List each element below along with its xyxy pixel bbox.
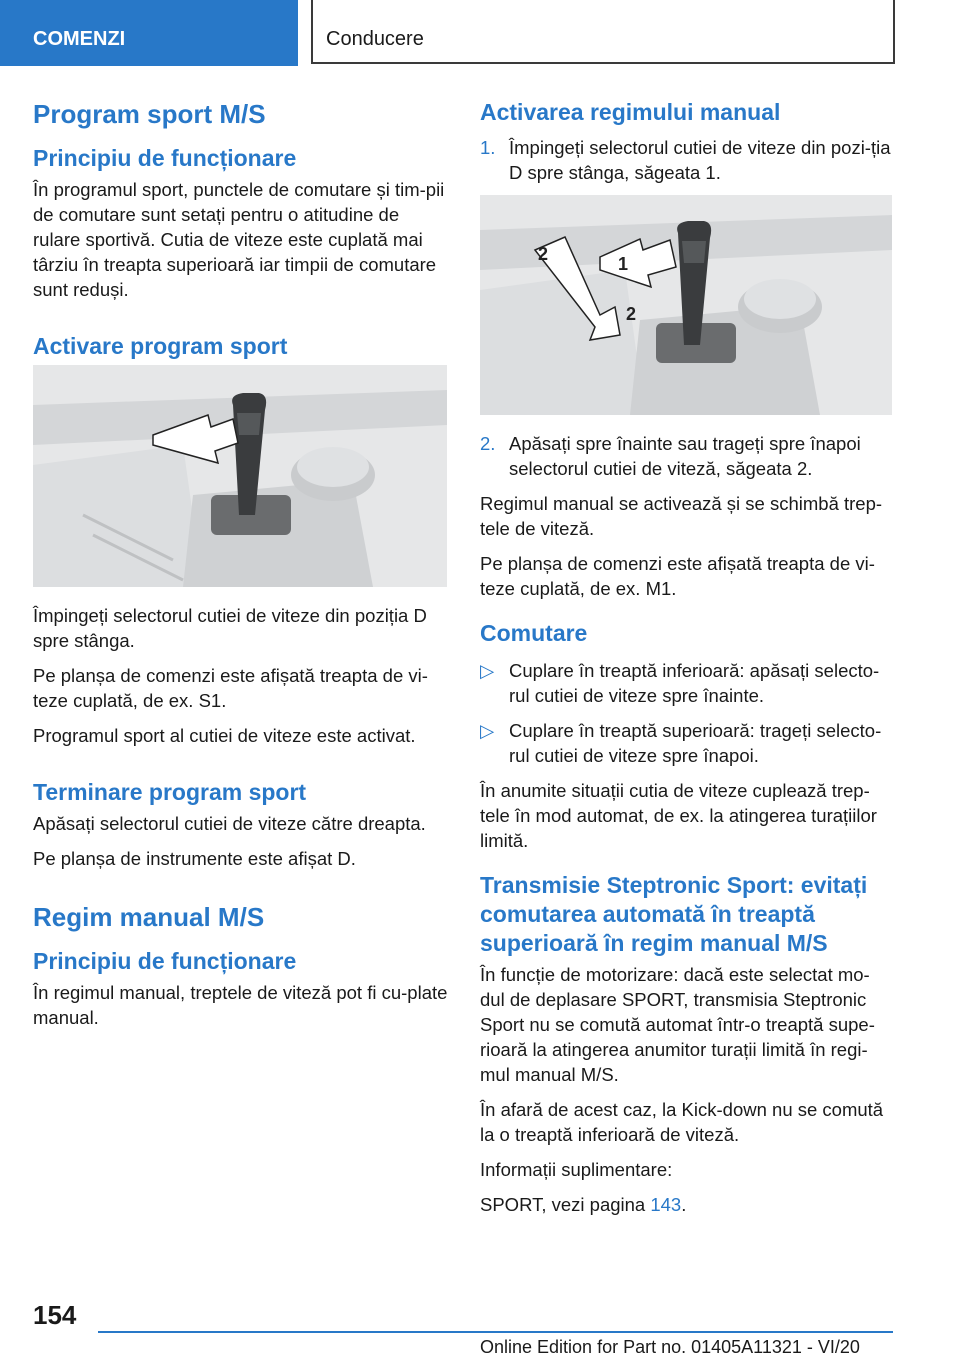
footer-edition: Online Edition for Part no. 01405A11321 - VI/20 [480, 1337, 860, 1357]
paragraph-manual-1: Regimul manual se activează și se schimbă trep-tele de viteză. [480, 493, 883, 539]
triangle-bullet-icon: ▷ [480, 720, 495, 741]
figure-gear-selector-manual [480, 195, 892, 415]
figure-gear-selector-sport [33, 365, 447, 587]
heading-terminare-program-sport: Terminare program sport [33, 779, 307, 805]
section-tab: COMENZI [0, 0, 298, 66]
heading-activare-program-sport: Activare program sport [33, 333, 288, 359]
footer-divider [98, 1331, 893, 1333]
heading-activarea-regimului-manual: Activarea regimului manual [480, 99, 781, 125]
step-item [480, 431, 892, 481]
bullet-item [480, 658, 892, 708]
paragraph-activare-1: Împingeți selectorul cutiei de viteze din poziția D spre stânga. [33, 605, 427, 651]
gear-selector-manual-illustration [480, 195, 892, 415]
paragraph-activare-3: Programul sport al cutiei de viteze este activat. [33, 725, 416, 746]
bullet-item [480, 718, 892, 768]
heading-steptronic-sport: Transmisie Steptronic Sport: evitați comutarea automată în treaptă superioară în regim manual M/S [480, 872, 868, 956]
paragraph-steptronic-2: În afară de acest caz, la Kick-down nu se comută la o treaptă inferioară de viteză. [480, 1099, 884, 1145]
paragraph-principiu: În programul sport, punctele de comutare și tim-pii de comutare sunt setați pentru o atitudine de rulare sportivă. Cutia de viteze este cuplată mai târziu în treapta superioară iar timpii de comutare sunt reduși. [33, 179, 445, 300]
step-text: Apăsați spre înainte sau trageți spre înapoi selectorul cutiei de viteză, săgeata 2. [509, 433, 861, 479]
chapter-title: Conducere [311, 0, 895, 64]
bullet-text: Cuplare în treaptă inferioară: apăsați selecto-rul cutiei de viteze spre înainte. [509, 660, 880, 706]
sport-ref-prefix: SPORT, vezi pagina [480, 1194, 651, 1215]
triangle-bullet-icon: ▷ [480, 660, 495, 681]
step-item [480, 135, 892, 185]
paragraph-comutare: În anumite situații cutia de viteze cuplează trep-tele în mod automat, de ex. la atingerea turațiilor limită. [480, 780, 877, 851]
sport-ref-suffix: . [681, 1194, 687, 1215]
heading-program-sport: Program sport M/S [33, 99, 266, 129]
paragraph-steptronic-1: În funcție de motorizare: dacă este selectat mo-dul de deplasare SPORT, transmisia Steptronic Sport nu se comută automat într-o treaptă supe-rioară la atingerea anumitor turații limită în regi-mul manual M/S. [480, 964, 875, 1085]
right-column [480, 98, 892, 1227]
page-number: 154 [33, 1300, 77, 1330]
gear-selector-illustration [33, 365, 447, 587]
paragraph-sport-reference [480, 1192, 892, 1217]
paragraph-terminare-1: Apăsați selectorul cutiei de viteze către dreapta. [33, 813, 426, 834]
paragraph-activare-2: Pe planșa de comenzi este afișată treapta de vi-teze cuplată, de ex. S1. [33, 665, 428, 711]
bullet-text: Cuplare în treaptă superioară: trageți selecto-rul cutiei de viteze spre înapoi. [509, 720, 882, 766]
step-number: 1. [480, 137, 496, 158]
step-text: Împingeți selectorul cutiei de viteze din pozi-ția D spre stânga, săgeata 1. [509, 137, 891, 183]
left-column [33, 98, 451, 1040]
heading-principiu-functionare-2: Principiu de funcționare [33, 948, 297, 974]
paragraph-terminare-2: Pe planșa de instrumente este afișat D. [33, 848, 356, 869]
page-link-143[interactable]: 143 [650, 1194, 682, 1215]
heading-comutare: Comutare [480, 620, 588, 646]
paragraph-principiu-2: În regimul manual, treptele de viteză pot fi cu-plate manual. [33, 982, 448, 1028]
heading-principiu-functionare: Principiu de funcționare [33, 145, 297, 171]
arrow-label-2a: 2 [538, 244, 549, 264]
paragraph-informatii: Informații suplimentare: [480, 1159, 673, 1180]
heading-regim-manual: Regim manual M/S [33, 902, 265, 932]
paragraph-manual-2: Pe planșa de comenzi este afișată treapta de vi-teze cuplată, de ex. M1. [480, 553, 875, 599]
step-number: 2. [480, 433, 496, 454]
arrow-label-1: 1 [618, 254, 629, 274]
arrow-label-2b: 2 [626, 304, 637, 324]
page-header [0, 0, 960, 66]
